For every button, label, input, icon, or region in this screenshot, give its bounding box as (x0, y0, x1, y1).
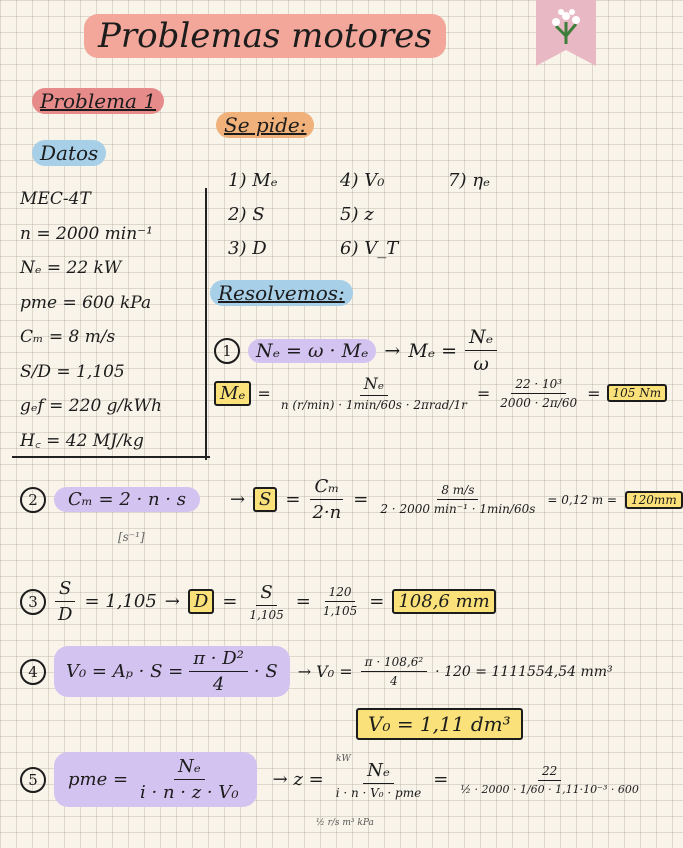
se-pide-item: 2) S (228, 204, 265, 225)
frac-numerator: 120 (325, 585, 356, 602)
arrow-icon: → (229, 489, 246, 510)
datos-item: H꜀ = 42 MJ/kg (20, 430, 144, 451)
step-3-line (20, 578, 496, 625)
step-5-arrow: → z = (272, 769, 324, 790)
frac-denominator: 1,105 (322, 604, 358, 618)
frac-denominator: i · n · z · V₀ (140, 782, 239, 803)
step-number: 3 (20, 589, 46, 615)
frac-numerator: 8 m/s (437, 483, 478, 500)
horizontal-divider (12, 456, 210, 458)
bookmark-flower-icon (536, 0, 596, 66)
se-pide-item: 1) Mₑ (228, 170, 278, 191)
step-2-value-fraction (376, 483, 539, 516)
arrow-icon: → (164, 591, 180, 612)
step-2-formula: Cₘ = 2 · n · s (54, 487, 200, 512)
arrow-icon: → (384, 339, 401, 362)
frac-numerator: π · 108,6² (361, 655, 428, 672)
equals: = (476, 383, 491, 403)
frac-denominator: 2000 · 2π/60 (500, 395, 578, 410)
frac-denominator: 4 (212, 674, 225, 695)
step-5-value-fraction (456, 764, 643, 796)
frac-numerator: π · D² (189, 648, 248, 672)
step-1-fraction (465, 326, 497, 375)
frac-numerator: S (256, 582, 276, 606)
datos-item: S/D = 1,105 (20, 361, 125, 382)
step-2-approx: = 0,12 m = (547, 492, 618, 507)
step-number: 1 (214, 338, 240, 364)
step-4-result: V₀ = 1,11 dm³ (356, 708, 523, 740)
step-4-arrow: → V₀ = (297, 662, 353, 681)
step-1-big-fraction (277, 374, 471, 412)
se-pide-item: 3) D (228, 238, 267, 259)
datos-list (20, 182, 162, 458)
datos-label: Datos (32, 140, 106, 166)
datos-item: Cₘ = 8 m/s (20, 327, 116, 347)
frac-denominator: 2·n (312, 502, 342, 523)
step-4-formula (54, 646, 290, 697)
step-5-pme-label: pme = (68, 769, 129, 790)
step-3-result: 108,6 mm (392, 589, 495, 614)
step-3-value-fraction (319, 585, 361, 618)
step-4-formula-text: V₀ = Aₚ · S = (66, 661, 184, 682)
datos-item: Nₑ = 22 kW (20, 258, 122, 278)
step-1-result: 105 Nm (607, 384, 668, 402)
step-3-ratio-value: = 1,105 (84, 591, 157, 612)
frac-denominator: 4 (390, 674, 398, 688)
step-3-ratio (54, 578, 76, 625)
frac-denominator: 2 · 2000 min⁻¹ · 1min/60s (380, 502, 536, 516)
step-2-fraction (308, 476, 345, 523)
step-1-value-fraction (496, 377, 581, 410)
se-pide-item: 5) z (340, 204, 374, 225)
step-1-lhs: Mₑ = (408, 339, 458, 362)
me-box: Mₑ (214, 381, 251, 406)
step-2-unit-note: [s⁻¹] (118, 530, 145, 544)
vertical-divider (205, 188, 207, 460)
se-pide-item: 6) V_T (340, 238, 399, 259)
se-pide-col1 (228, 164, 278, 266)
frac-numerator: Nₑ (465, 326, 497, 351)
datos-item: gₑf = 220 g/kWh (20, 396, 162, 416)
step-5-line (20, 752, 643, 807)
frac-numerator: S (55, 578, 75, 602)
step-5-unit-note-bottom: ½ r/s m³ kPa (316, 818, 374, 828)
step-4-tail: · S (253, 661, 278, 682)
d-box: D (188, 589, 214, 614)
se-pide-col3 (448, 164, 490, 198)
equals: = (285, 489, 301, 510)
step-5-z-fraction (332, 760, 426, 800)
datos-item: n = 2000 min⁻¹ (20, 223, 153, 244)
equals: = (587, 383, 601, 403)
frac-numerator: 22 (538, 764, 561, 781)
frac-denominator: n (r/min) · 1min/60s · 2πrad/1r (280, 398, 467, 412)
frac-numerator: Nₑ (360, 374, 388, 396)
frac-numerator: Nₑ (174, 756, 205, 780)
se-pide-item: 4) V₀ (340, 170, 385, 191)
datos-item: pme = 600 kPa (20, 292, 152, 313)
frac-denominator: 1,105 (249, 607, 284, 622)
frac-denominator: D (58, 604, 73, 625)
step-number: 5 (20, 767, 46, 793)
datos-item: MEC-4T (20, 189, 91, 209)
step-5-formula (54, 752, 257, 807)
s-box: S (253, 487, 277, 512)
step-4-value-fraction (361, 655, 428, 688)
step-5-unit-note-top: kW (336, 754, 351, 764)
frac-numerator: Nₑ (363, 760, 394, 784)
step-2-line (20, 476, 683, 523)
equals: = (353, 489, 369, 510)
frac-numerator: Cₘ (310, 476, 343, 500)
se-pide-col2 (340, 164, 398, 266)
step-4-line (20, 646, 613, 697)
frac-denominator: ½ · 2000 · 1/60 · 1,11·10⁻³ · 600 (460, 782, 639, 796)
equals: = (222, 591, 238, 612)
frac-numerator: 22 · 10³ (511, 377, 566, 394)
step-number: 2 (20, 487, 46, 513)
step-1-line-1 (214, 326, 497, 375)
resolvemos-label: Resolvemos: (210, 280, 353, 306)
se-pide-item: 7) ηₑ (448, 170, 490, 191)
step-1-formula: Nₑ = ω · Mₑ (248, 339, 376, 363)
equals: = (295, 591, 311, 612)
step-4-value-tail: · 120 = 1111554,54 mm³ (435, 663, 613, 680)
equals: = (433, 769, 449, 790)
step-1-line-2 (214, 374, 667, 412)
step-number: 4 (20, 659, 46, 685)
problem-label: Problema 1 (32, 88, 164, 114)
step-5-fraction (136, 756, 243, 803)
se-pide-label: Se pide: (216, 112, 314, 138)
step-4-fraction (189, 648, 248, 695)
frac-denominator: i · n · V₀ · pme (335, 785, 422, 800)
page-title: Problemas motores (84, 14, 446, 58)
step-2-result: 120mm (625, 491, 683, 509)
frac-denominator: ω (473, 353, 489, 375)
step-3-fraction (245, 582, 287, 622)
equals: = (369, 591, 385, 612)
equals: = (257, 383, 271, 403)
